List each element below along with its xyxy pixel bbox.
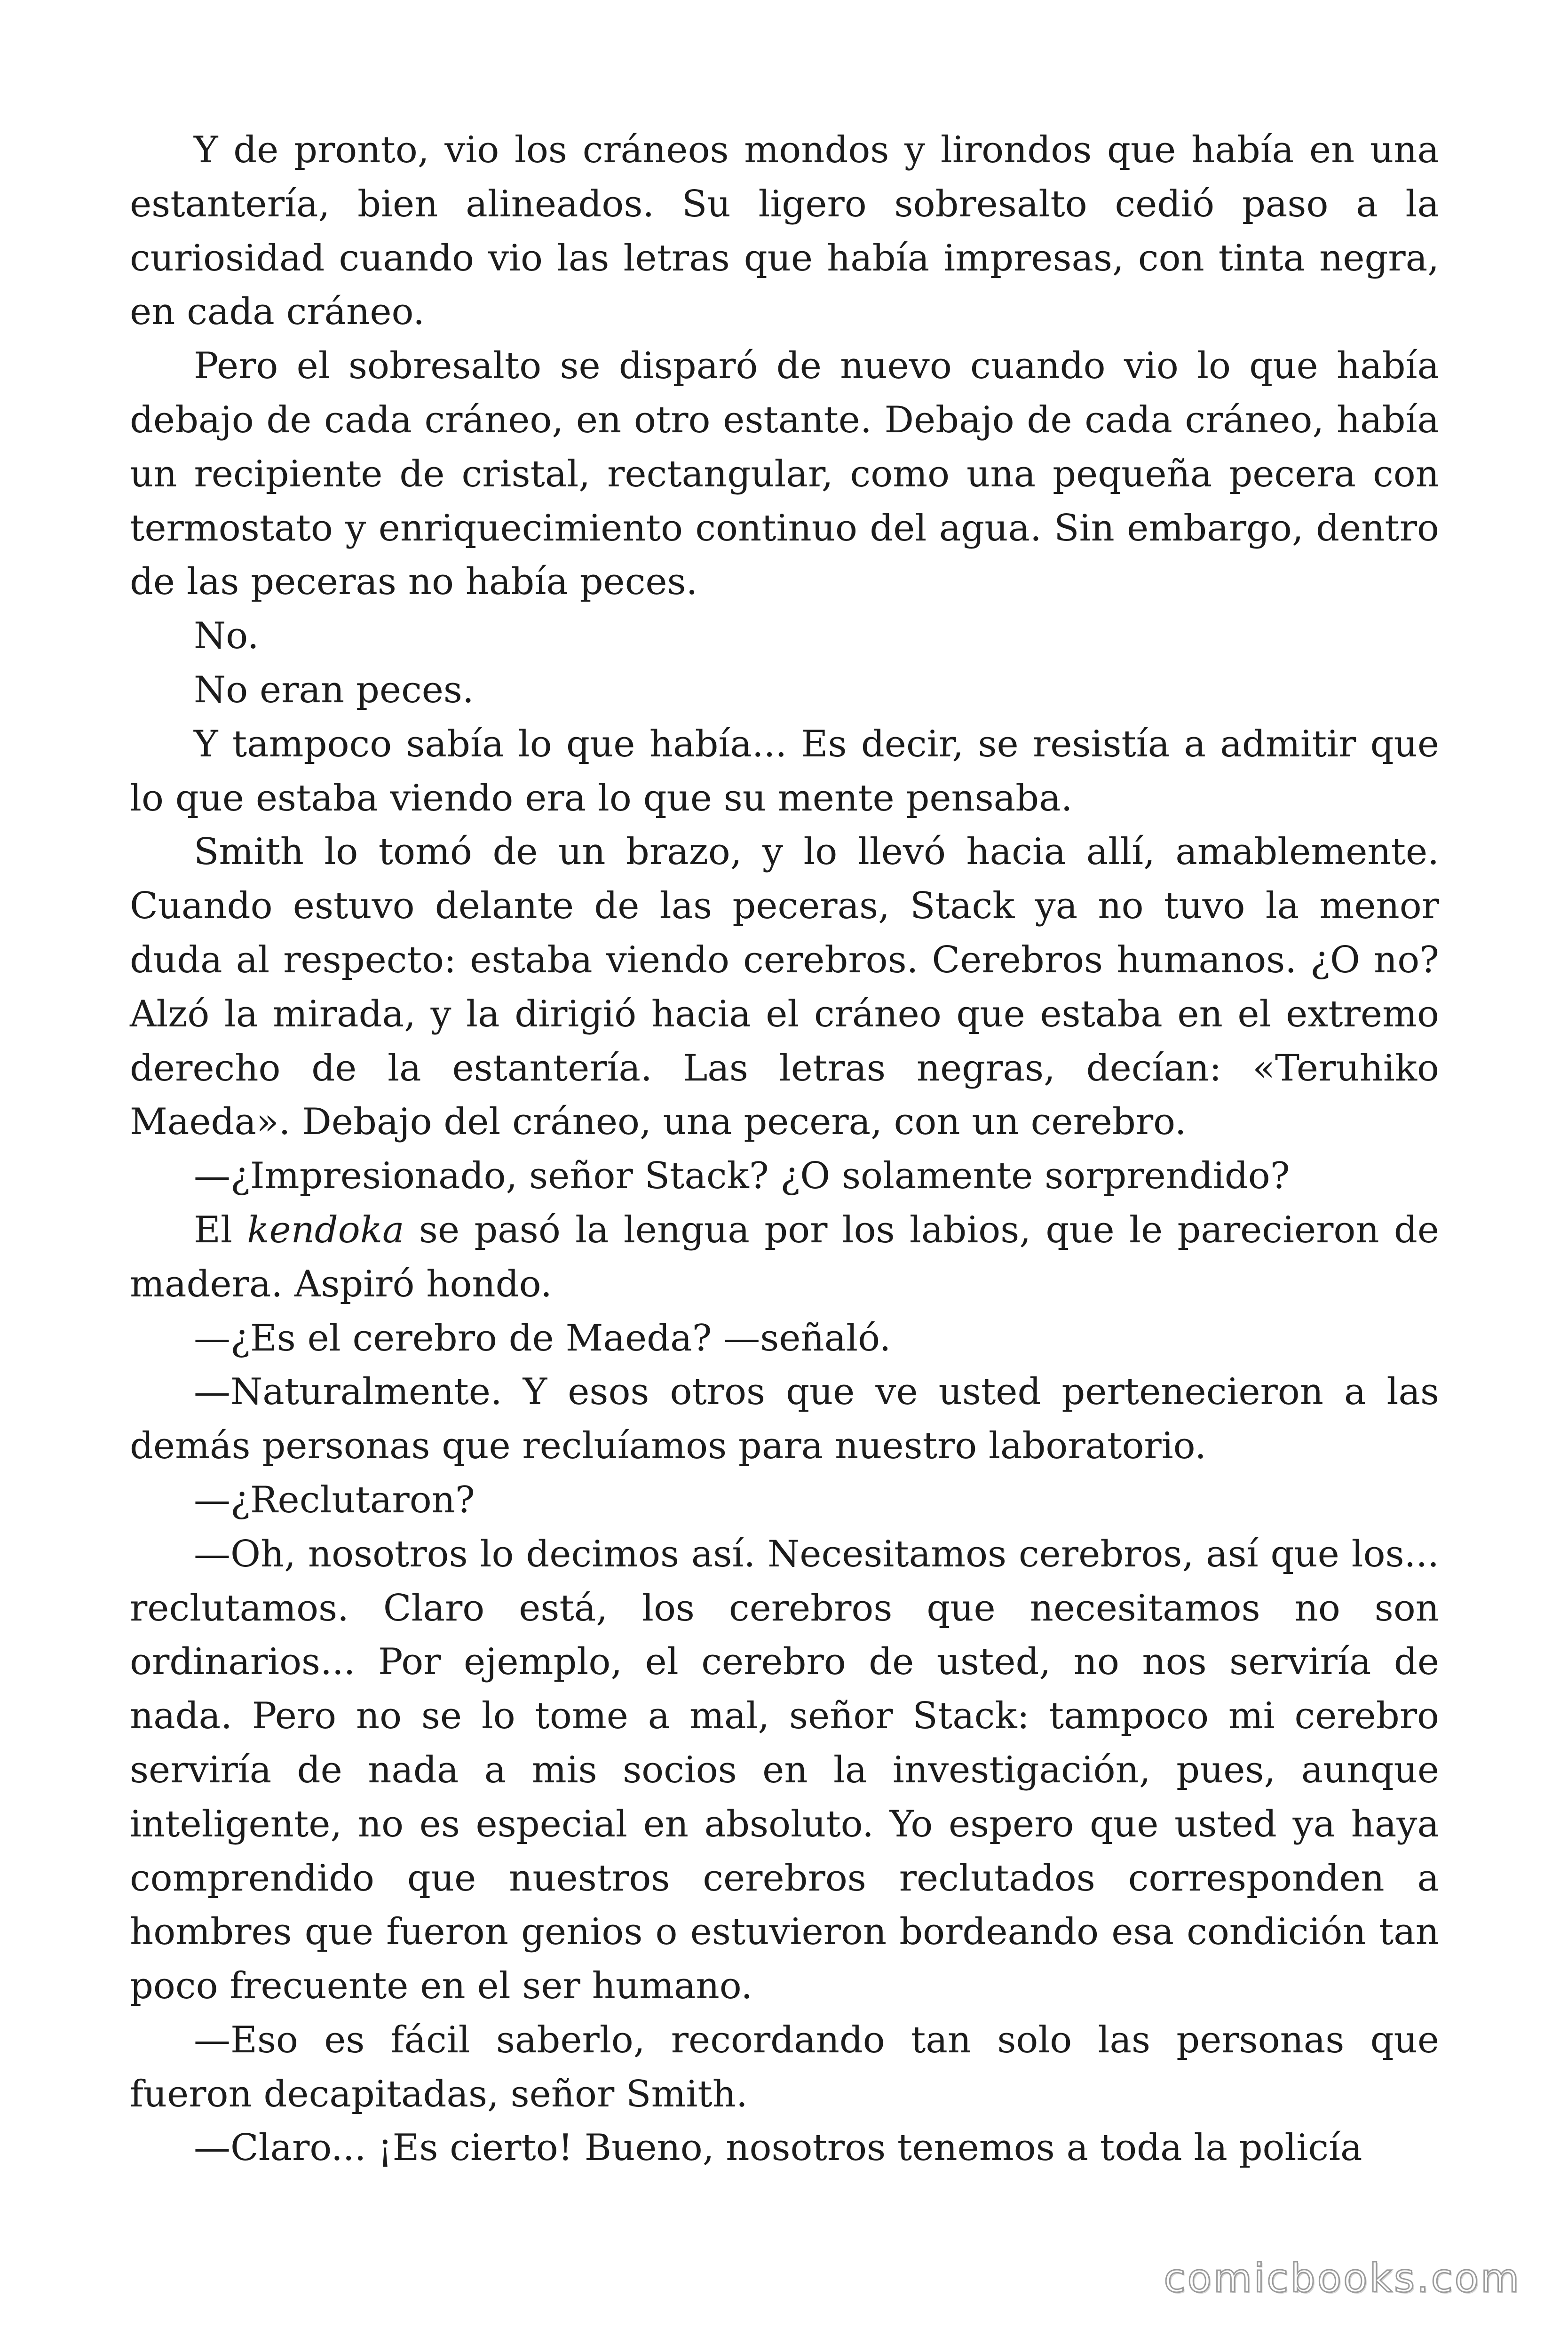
paragraph: No eran peces. xyxy=(194,668,474,711)
paragraph: —¿Impresionado, señor Stack? ¿O solamente sorprendido? xyxy=(194,1155,1290,1198)
paragraph: —Naturalmente. Y esos otros que ve usted pertenecieron a las demás personas que recluíamos para nuestro laboratorio. xyxy=(130,1371,1439,1468)
paragraph: —Oh, nosotros lo decimos así. Necesitamos cerebros, así que los... reclutamos. Claro está, los cerebros que necesitamos no son ordinarios... Por ejemplo, el cerebro de usted, no nos serviría de nada. Pero no se lo tome a mal, señor Stack: tampoco mi cerebro serviría de nada a mis socios en la investigación, pues, aunque inteligente, no es especial en absoluto. Yo espero que usted ya haya comprendido que nuestros cerebros reclutados corresponden a hombres que fueron genios o estuvieron bordeando esa condición tan poco frecuente en el ser humano. xyxy=(130,1533,1439,2008)
paragraph: —¿Reclutaron? xyxy=(194,1478,475,1521)
paragraph-text: se pasó la lengua por los labios, que le parecieron de madera. Aspiró hondo. xyxy=(130,1208,1439,1305)
paragraph: No. xyxy=(194,615,259,658)
paragraph: Y de pronto, vio los cráneos mondos y lirondos que había en una estantería, bien alineados. Su ligero sobresalto cedió paso a la curiosidad cuando vio las letras que había impresas, con tinta negra, en cada cráneo. xyxy=(130,129,1439,334)
paragraph-text: El xyxy=(194,1208,247,1251)
watermark-logo: comicbooks.com xyxy=(1164,2255,1521,2301)
paragraph: —Claro... ¡Es cierto! Bueno, nosotros tenemos a toda la policía xyxy=(194,2127,1362,2169)
emphasized-word: kendoka xyxy=(247,1208,404,1251)
paragraph: —¿Es el cerebro de Maeda? —señaló. xyxy=(194,1317,891,1359)
body-text xyxy=(130,123,1439,2175)
paragraph: Y tampoco sabía lo que había... Es decir, se resistía a admitir que lo que estaba viendo era lo que su mente pensaba. xyxy=(130,723,1439,819)
paragraph: —Eso es fácil saberlo, recordando tan solo las personas que fueron decapitadas, señor Smith. xyxy=(130,2018,1439,2115)
paragraph: Smith lo tomó de un brazo, y lo llevó hacia allí, amablemente. Cuando estuvo delante de las peceras, Stack ya no tuvo la menor duda al respecto: estaba viendo cerebros. Cerebros humanos. ¿O no? Alzó la mirada, y la dirigió hacia el cráneo que estaba en el extremo derecho de la estantería. Las letras negras, decían: «Teruhiko Maeda». Debajo del cráneo, una pecera, con un cerebro. xyxy=(130,831,1439,1144)
paragraph: Pero el sobresalto se disparó de nuevo cuando vio lo que había debajo de cada cráneo, en otro estante. Debajo de cada cráneo, había un recipiente de cristal, rectangular, como una pequeña pecera con termostato y enriquecimiento continuo del agua. Sin embargo, dentro de las peceras no había peces. xyxy=(130,345,1439,604)
paragraph xyxy=(130,1203,1439,1311)
